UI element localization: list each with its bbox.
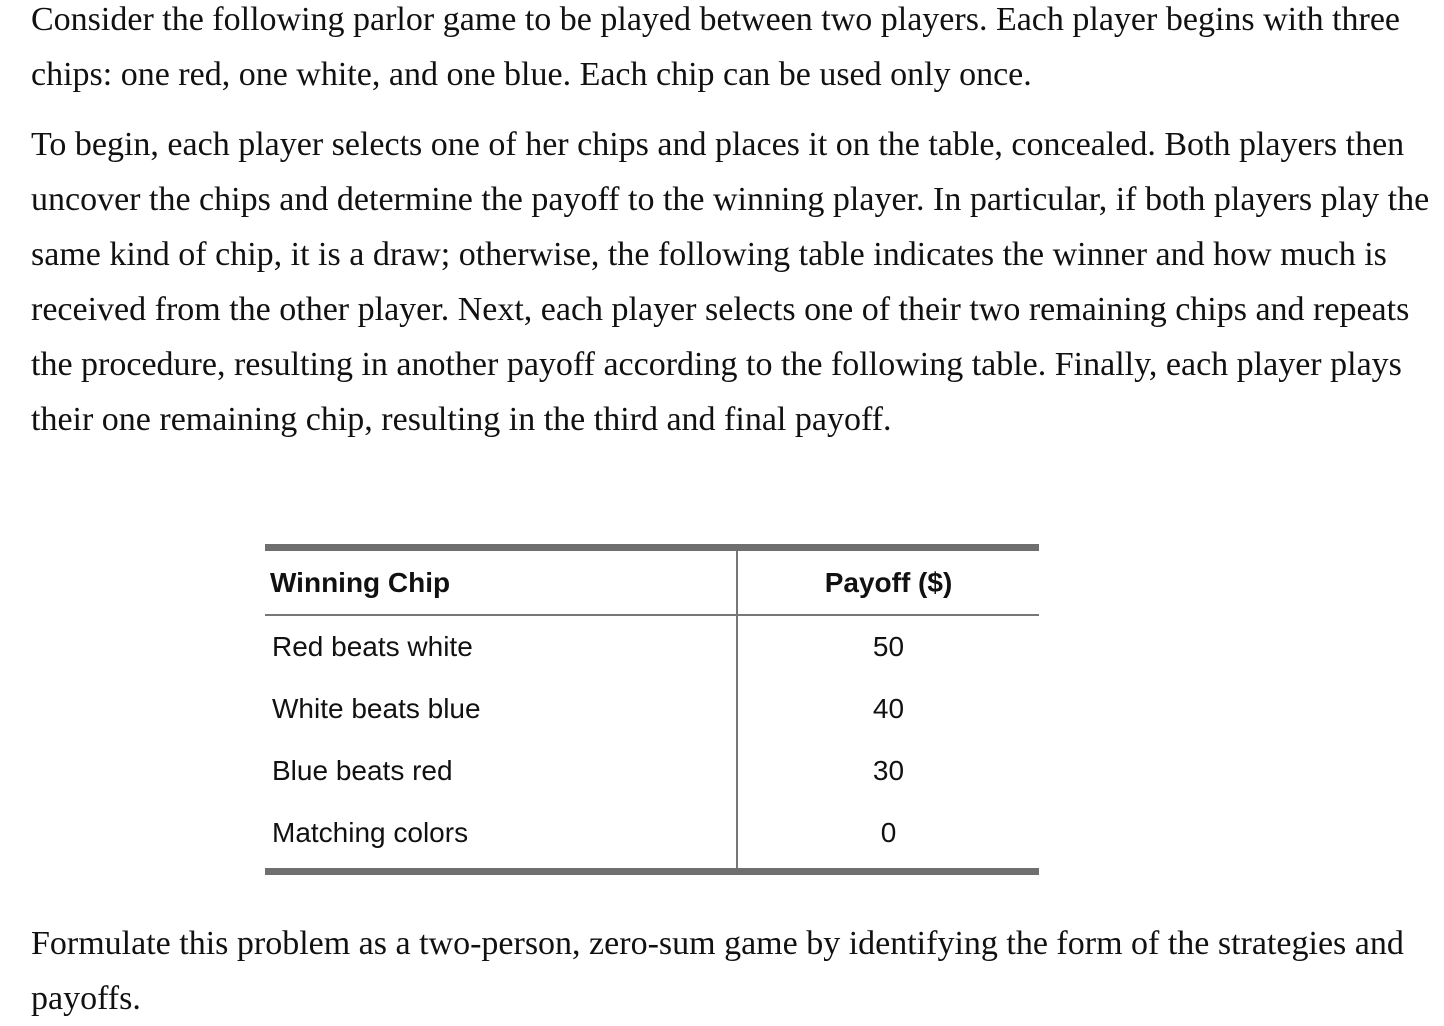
table-row: [265, 740, 1039, 802]
table-row: [265, 678, 1039, 740]
payoff-cell: 40: [872, 693, 905, 724]
table-header-row: [265, 548, 1039, 616]
chip-cell: Red beats white: [265, 615, 737, 678]
payoff-cell: 30: [872, 755, 905, 786]
payoff-cell: 50: [872, 631, 905, 662]
chip-cell: Matching colors: [265, 802, 737, 872]
table-row: [265, 615, 1039, 678]
table-row: [265, 802, 1039, 872]
chip-cell: Blue beats red: [265, 740, 737, 802]
winning-chip-header: Winning Chip: [265, 548, 737, 616]
rules-paragraph: To begin, each player selects one of her chips and places it on the table, concealed. Both players then uncover the chips and determine the payoff to the winning player. In particular, if both players play the same kind of chip, it is a draw; otherwise, the following table indicates the winner and how much is received from the other player. Next, each player selects one of their two remaining chips and repeats the procedure, resulting in another payoff according to the following table. Finally, each player plays their one remaining chip, resulting in the third and final payoff.: [31, 126, 1430, 438]
payoff-header: Payoff ($): [737, 548, 1039, 616]
payoff-table: [265, 544, 1039, 875]
payoff-cell: 0: [880, 817, 897, 848]
task-paragraph: Formulate this problem as a two-person, zero-sum game by identifying the form of the strategies and payoffs.: [31, 925, 1404, 1017]
chip-cell: White beats blue: [265, 678, 737, 740]
intro-paragraph: Consider the following parlor game to be played between two players. Each player begins with three chips: one red, one white, and one blue. Each chip can be used only once.: [31, 1, 1401, 93]
